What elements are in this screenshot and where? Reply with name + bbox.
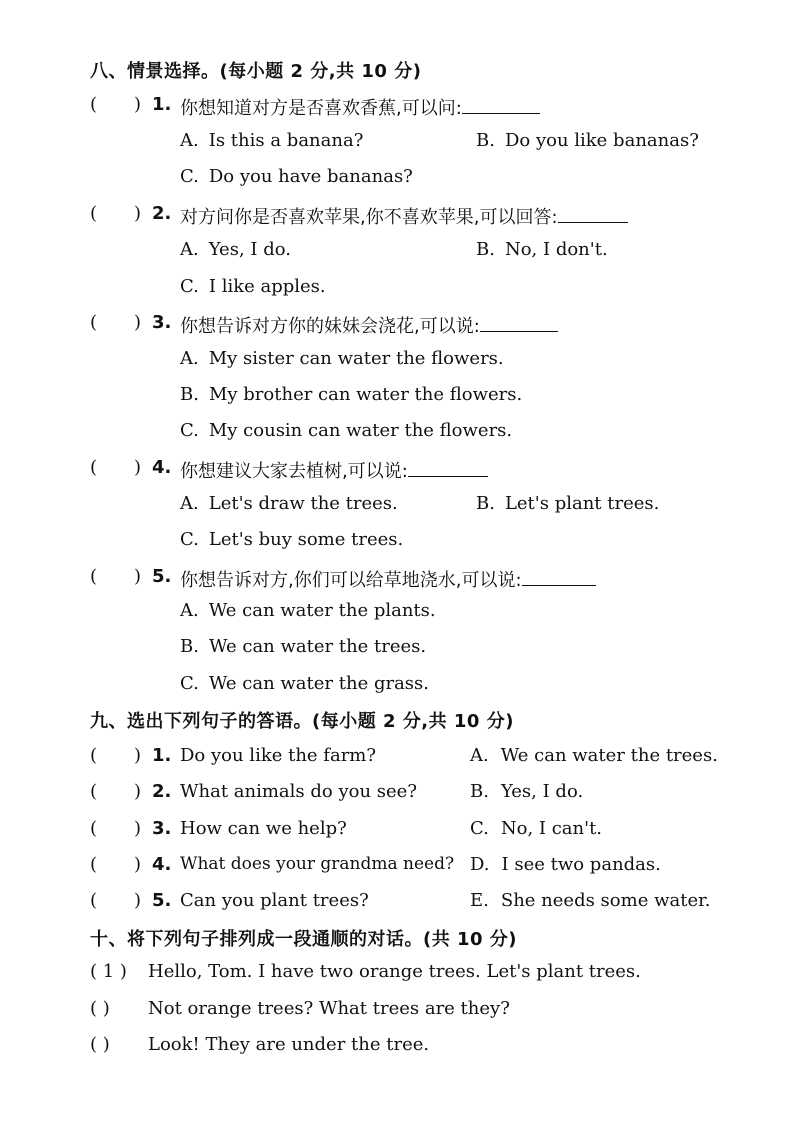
answer-blank[interactable]	[522, 569, 596, 586]
answer-slot-9-5[interactable]: ( )	[90, 890, 142, 911]
answer-option: A. We can water the trees.	[470, 745, 718, 766]
answer-slot-8-5[interactable]: ( )	[90, 566, 142, 587]
answer-slot-9-1[interactable]: ( )	[90, 745, 142, 766]
answer-slot-8-2[interactable]: ( )	[90, 203, 142, 224]
answer-slot-9-2[interactable]: ( )	[90, 781, 142, 802]
answer-blank[interactable]	[408, 460, 488, 477]
option-b: B. Let's plant trees.	[476, 493, 660, 514]
dialogue-line: ( 1 ) Hello, Tom. I have two orange trees. Let's plant trees.	[90, 961, 641, 982]
answer-blank[interactable]	[480, 315, 558, 332]
option-a: A. Is this a banana?	[180, 130, 364, 151]
question-number: 4.	[152, 854, 172, 875]
question-text: 你想告诉对方你的妹妹会浇花,可以说:	[180, 312, 558, 338]
option-c: C. Do you have bananas?	[180, 166, 413, 187]
option-a: A. We can water the plants.	[180, 600, 436, 621]
question-text: Do you like the farm?	[180, 745, 377, 766]
question-text: What animals do you see?	[180, 781, 417, 802]
option-b: B. We can water the trees.	[180, 636, 427, 657]
section-10-title: 十、将下列句子排列成一段通顺的对话。(共 10 分)	[90, 929, 518, 950]
order-slot[interactable]: ( 1 )	[90, 961, 127, 982]
question-text: 你想知道对方是否喜欢香蕉,可以问:	[180, 94, 540, 120]
question-number: 3.	[152, 818, 172, 839]
option-c: C. Let's buy some trees.	[180, 529, 404, 550]
answer-blank[interactable]	[462, 97, 540, 114]
question-text: 你想告诉对方,你们可以给草地浇水,可以说:	[180, 566, 596, 592]
option-c: C. My cousin can water the flowers.	[180, 420, 513, 441]
option-c: C. I like apples.	[180, 276, 326, 297]
answer-option: D. I see two pandas.	[470, 854, 661, 875]
question-text: How can we help?	[180, 818, 347, 839]
answer-option: C. No, I can't.	[470, 818, 603, 839]
option-a: A. Yes, I do.	[180, 239, 291, 260]
answer-slot-8-4[interactable]: ( )	[90, 457, 142, 478]
dialogue-line: ( ) Not orange trees? What trees are they?	[90, 998, 510, 1019]
option-b: B. Do you like bananas?	[476, 130, 699, 151]
option-b: B. My brother can water the flowers.	[180, 384, 523, 405]
dialogue-line: ( ) Look! They are under the tree.	[90, 1034, 430, 1055]
option-c: C. We can water the grass.	[180, 673, 429, 694]
question-text: 你想建议大家去植树,可以说:	[180, 457, 488, 483]
order-slot[interactable]: ( )	[90, 998, 110, 1019]
option-a: A. My sister can water the flowers.	[180, 348, 504, 369]
option-b: B. No, I don't.	[476, 239, 608, 260]
question-text: 对方问你是否喜欢苹果,你不喜欢苹果,可以回答:	[180, 203, 628, 229]
question-number: 4.	[152, 457, 172, 478]
answer-option: B. Yes, I do.	[470, 781, 584, 802]
question-number: 3.	[152, 312, 172, 333]
question-number: 2.	[152, 781, 172, 802]
section-9-title: 九、选出下列句子的答语。(每小题 2 分,共 10 分)	[90, 711, 514, 732]
question-number: 2.	[152, 203, 172, 224]
question-text: What does your grandma need?	[180, 854, 455, 874]
question-text: Can you plant trees?	[180, 890, 369, 911]
option-a: A. Let's draw the trees.	[180, 493, 398, 514]
answer-slot-8-3[interactable]: ( )	[90, 312, 142, 333]
order-slot[interactable]: ( )	[90, 1034, 110, 1055]
answer-slot-9-3[interactable]: ( )	[90, 818, 142, 839]
question-number: 5.	[152, 566, 172, 587]
question-number: 5.	[152, 890, 172, 911]
answer-slot-9-4[interactable]: ( )	[90, 854, 142, 875]
question-number: 1.	[152, 94, 172, 115]
section-8-title: 八、情景选择。(每小题 2 分,共 10 分)	[90, 61, 422, 82]
question-number: 1.	[152, 745, 172, 766]
answer-slot-8-1[interactable]: ( )	[90, 94, 142, 115]
answer-option: E. She needs some water.	[470, 890, 711, 911]
answer-blank[interactable]	[558, 206, 628, 223]
